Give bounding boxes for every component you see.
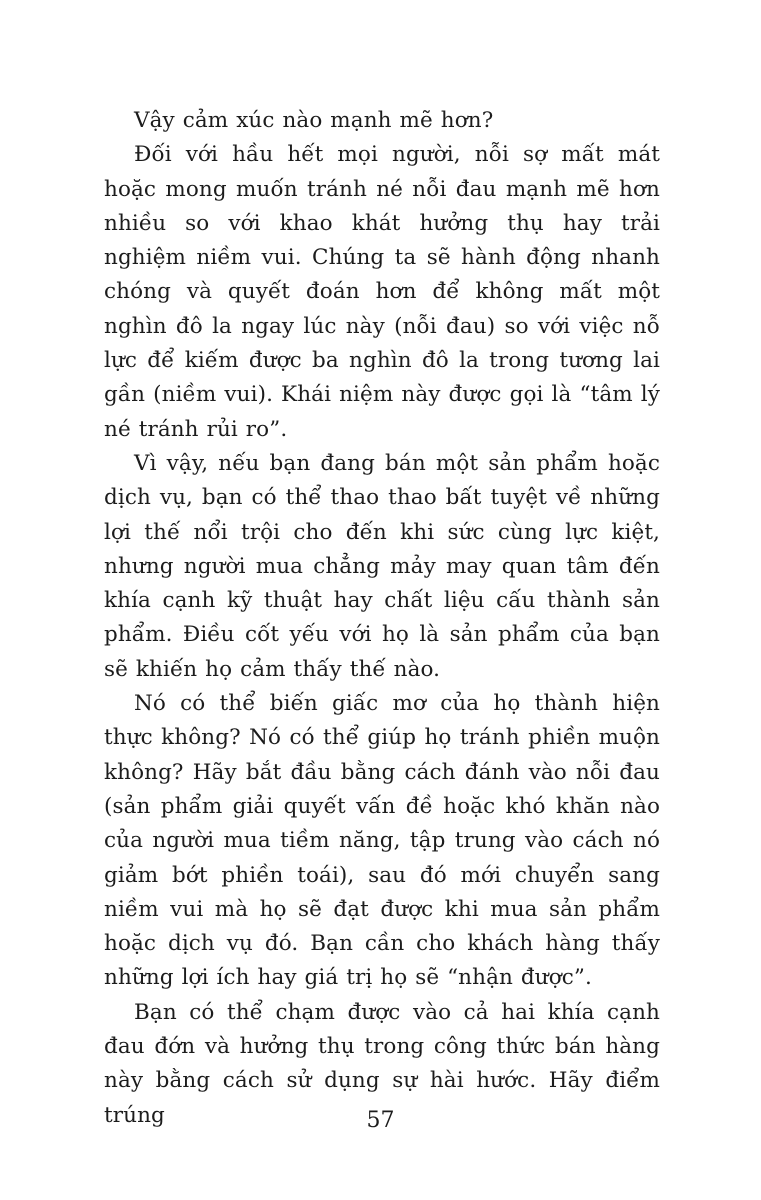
paragraph: Bạn có thể chạm được vào cả hai khía cạnh đau đớn và hưởng thụ trong công thức bán hàng này bằng cách sử dụng sự hài hước. Hãy điểm trúng: [104, 999, 660, 1128]
body-text: [104, 104, 660, 1133]
paragraph: Vì vậy, nếu bạn đang bán một sản phẩm hoặc dịch vụ, bạn có thể thao thao bất tuyệt về những lợi thế nổi trội cho đến khi sức cùng lực kiệt, nhưng người mua chẳng mảy may quan tâm đến khía cạnh kỹ thuật hay chất liệu cấu thành sản phẩm. Điều cốt yếu với họ là sản phẩm của bạn sẽ khiến họ cảm thấy thế nào.: [104, 450, 660, 682]
paragraph: Nó có thể biến giấc mơ của họ thành hiện thực không? Nó có thể giúp họ tránh phiền muộn không? Hãy bắt đầu bằng cách đánh vào nỗi đau (sản phẩm giải quyết vấn đề hoặc khó khăn nào của người mua tiềm năng, tập trung vào cách nó giảm bớt phiền toái), sau đó mới chuyển sang niềm vui mà họ sẽ đạt được khi mua sản phẩm hoặc dịch vụ đó. Bạn cần cho khách hàng thấy những lợi ích hay giá trị họ sẽ “nhận được”.: [104, 691, 660, 991]
paragraph: Vậy cảm xúc nào mạnh mẽ hơn?: [134, 108, 494, 133]
page-number: 57: [366, 1108, 395, 1133]
paragraph: Đối với hầu hết mọi người, nỗi sợ mất mát hoặc mong muốn tránh né nỗi đau mạnh mẽ hơn nhiều so với khao khát hưởng thụ hay trải nghiệm niềm vui. Chúng ta sẽ hành động nhanh chóng và quyết đoán hơn để không mất một nghìn đô la ngay lúc này (nỗi đau) so với việc nỗ lực để kiếm được ba nghìn đô la trong tương lai gần (niềm vui). Khái niệm này được gọi là “tâm lý né tránh rủi ro”.: [104, 142, 660, 442]
